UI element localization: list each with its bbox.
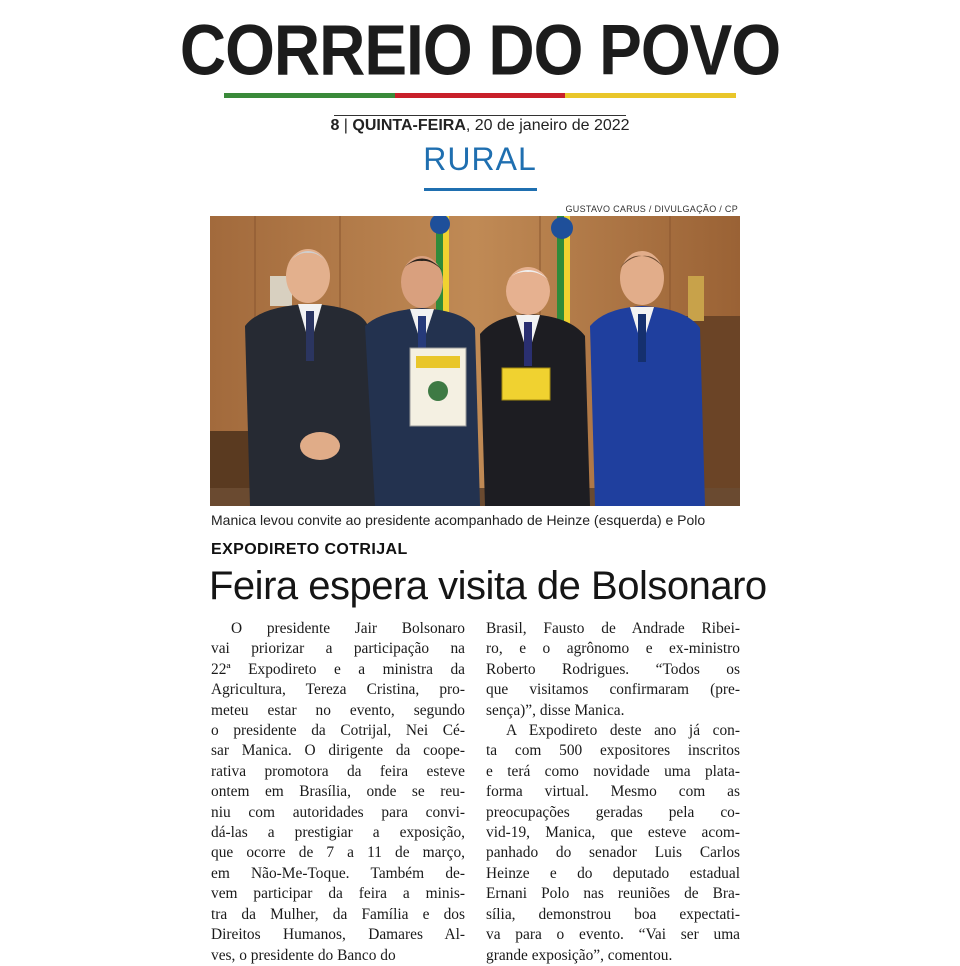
article-line: niu com autoridades para convi- <box>211 803 465 821</box>
article-column-1 <box>211 619 465 966</box>
page-number: 8 <box>330 117 340 134</box>
article-line: meteu estar no evento, segundo <box>211 701 465 719</box>
article-line: ro, e o agrônomo e ex-ministro <box>486 640 740 658</box>
article-line: em Não-Me-Toque. Também de- <box>211 864 465 882</box>
stripe-yellow <box>565 93 736 98</box>
stripe-green <box>224 93 395 98</box>
article-kicker: EXPODIRETO COTRIJAL <box>211 541 408 558</box>
photo-credit: GUSTAVO CARUS / DIVULGAÇÃO / CP <box>565 204 738 214</box>
date: 20 de janeiro de 2022 <box>474 117 630 134</box>
article-line: sença)”, disse Manica. <box>486 701 625 719</box>
article-line: vem participar da feira a minis- <box>211 885 465 903</box>
article-photo <box>210 216 740 506</box>
article-line: sília, demonstrou boa expectati- <box>486 905 740 923</box>
article-line: ves, o presidente do Banco do <box>211 946 396 964</box>
article-line: grande exposição”, comentou. <box>486 946 673 964</box>
dateline: 8 | QUINTA-FEIRA, 20 de janeiro de 2022 <box>330 117 630 134</box>
weekday: QUINTA-FEIRA <box>352 117 466 134</box>
article-line: va para o evento. “Vai ser uma <box>486 926 740 944</box>
article-headline: Feira espera visita de Bolsonaro <box>209 564 767 608</box>
article-line: O presidente Jair Bolsonaro <box>231 620 465 637</box>
article-line: rativa promotora da feira esteve <box>211 762 465 780</box>
photo-caption: Manica levou convite ao presidente acompanhado de Heinze (esquerda) e Polo <box>211 512 706 528</box>
article-line: dá-las a prestigiar a exposição, <box>211 824 465 842</box>
section-title: RURAL <box>423 141 537 177</box>
article-line: o presidente da Cotrijal, Nei Cé- <box>211 722 465 740</box>
article-line: 22ª Expodireto e a ministra da <box>211 660 465 678</box>
article-line: ontem em Brasília, onde se reu- <box>211 783 465 801</box>
article-line: que visitamos confirmaram (pre- <box>486 681 740 699</box>
article-line: vai priorizar a participação na <box>211 640 465 658</box>
article-line: sar Manica. O dirigente da coope- <box>211 742 465 760</box>
article-line: panhado do senador Luis Carlos <box>486 844 740 862</box>
article-line: preocupações geradas pela co- <box>486 803 740 821</box>
section-underline <box>424 188 537 191</box>
article-line: tra da Mulher, da Família e dos <box>211 905 465 923</box>
stripe-red <box>395 93 566 98</box>
photo-illustration <box>210 216 740 506</box>
article-line: Brasil, Fausto de Andrade Ribei- <box>486 620 740 637</box>
article-line: que ocorre de 7 a 11 de março, <box>211 844 465 862</box>
masthead-logo: CORREIO DO POVO <box>179 9 781 91</box>
article-line: ta com 500 expositores inscritos <box>486 742 740 760</box>
article-line: Direitos Humanos, Damares Al- <box>211 926 465 944</box>
article-line: Roberto Rodrigues. “Todos os <box>486 660 740 678</box>
article-column-2 <box>486 619 740 966</box>
article-line: forma virtual. Mesmo com as <box>486 783 740 801</box>
dateline-separator: | <box>343 117 348 134</box>
article-line: Agricultura, Tereza Cristina, pro- <box>211 681 465 699</box>
article-line: e terá como novidade uma plata- <box>486 762 740 780</box>
article-line: Heinze e do deputado estadual <box>486 864 740 882</box>
article-line: A Expodireto deste ano já con- <box>506 722 740 740</box>
article-line: vid-19, Manica, que esteve acom- <box>486 824 740 842</box>
masthead-color-stripe <box>224 93 736 98</box>
dateline-rule <box>334 115 626 116</box>
article-line: Ernani Polo nas reuniões de Bra- <box>486 885 740 903</box>
